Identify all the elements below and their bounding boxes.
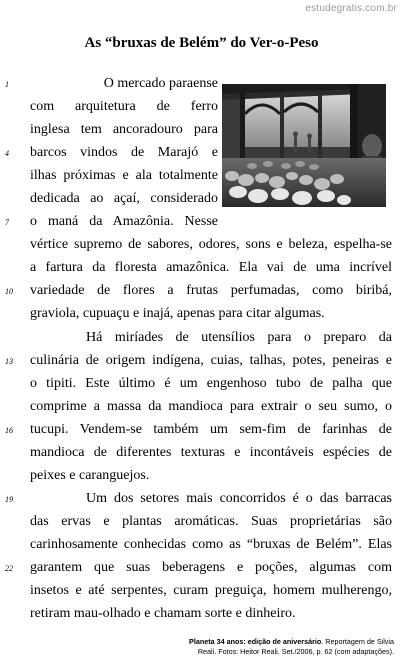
source-credit-line-2: Reali. Fotos: Heitor Reali. Set./2006, p. 62 (com adaptações). bbox=[197, 647, 394, 656]
line-number: 16 bbox=[5, 426, 13, 435]
text-line: o maná da Amazônia. Nesse bbox=[30, 214, 218, 229]
text-line: garantem que suas beberagens e poções, algumas com bbox=[30, 560, 392, 575]
text-line: tucupi. Vendem-se também um sem-fim de farinhas de bbox=[30, 422, 392, 437]
line-number: 19 bbox=[5, 495, 13, 504]
line-number: 4 bbox=[5, 149, 9, 158]
text-line: retiram mau-olhado e chamam sorte e dinheiro. bbox=[30, 606, 296, 621]
line-number: 10 bbox=[5, 287, 13, 296]
text-line: com arquitetura de ferro bbox=[30, 99, 218, 114]
text-line: Um dos setores mais concorridos é o das barracas bbox=[86, 491, 392, 506]
article-title: As “bruxas de Belém” do Ver-o-Peso bbox=[84, 35, 319, 51]
source-credit bbox=[166, 637, 394, 657]
text-line: carinhosamente conhecidas como as “bruxas de Belém”. Elas bbox=[30, 537, 392, 552]
watermark: estudegratis.com.br bbox=[305, 3, 397, 14]
text-line: variedade de flores a frutas perfumadas, como biribá, bbox=[30, 283, 392, 298]
source-credit-line-1 bbox=[166, 637, 394, 647]
line-number: 22 bbox=[5, 564, 13, 573]
text-line: graviola, cupuaçu e inajá, apenas para citar algumas. bbox=[30, 306, 325, 321]
text-line: ilhas próximas e ala totalmente bbox=[30, 168, 218, 183]
text-line: das ervas e plantas aromáticas. Suas proprietárias são bbox=[30, 514, 392, 529]
source-credit-rest: . Reportagem de Silvia bbox=[321, 637, 394, 646]
text-line: o tipiti. Este último é um engenhoso tubo de palha que bbox=[30, 376, 392, 391]
line-number: 13 bbox=[5, 357, 13, 366]
line-number: 7 bbox=[5, 218, 9, 227]
text-line: culinária de origem indígena, cuias, talhas, potes, peneiras e bbox=[30, 353, 392, 368]
text-line: peixes e caranguejos. bbox=[30, 468, 150, 483]
text-line: mandioca de diferentes texturas e incontáveis espécies de bbox=[30, 445, 392, 460]
text-line: Há miríades de utensílios para o preparo da bbox=[86, 330, 392, 345]
text-line: comprime a massa da mandioca para extrair o seu sumo, o bbox=[30, 399, 392, 414]
text-line: barcos vindos de Marajó e bbox=[30, 145, 218, 160]
text-line: O mercado paraense bbox=[103, 76, 218, 91]
text-line: a fartura da floresta amazônica. Ela vai de uma incrível bbox=[30, 260, 392, 275]
line-number: 1 bbox=[5, 80, 9, 89]
text-line: dedicada ao açaí, considerado bbox=[30, 191, 218, 206]
market-photo bbox=[222, 84, 386, 207]
source-publication: Planeta 34 anos: edição de aniversário bbox=[189, 637, 322, 646]
text-line: vértice supremo de sabores, odores, sons e beleza, espelha-se bbox=[30, 237, 392, 252]
text-line: inglesa tem ancoradouro para bbox=[30, 122, 218, 137]
text-line: insetos e até serpentes, curam preguiça, homem mulherengo, bbox=[30, 583, 392, 598]
